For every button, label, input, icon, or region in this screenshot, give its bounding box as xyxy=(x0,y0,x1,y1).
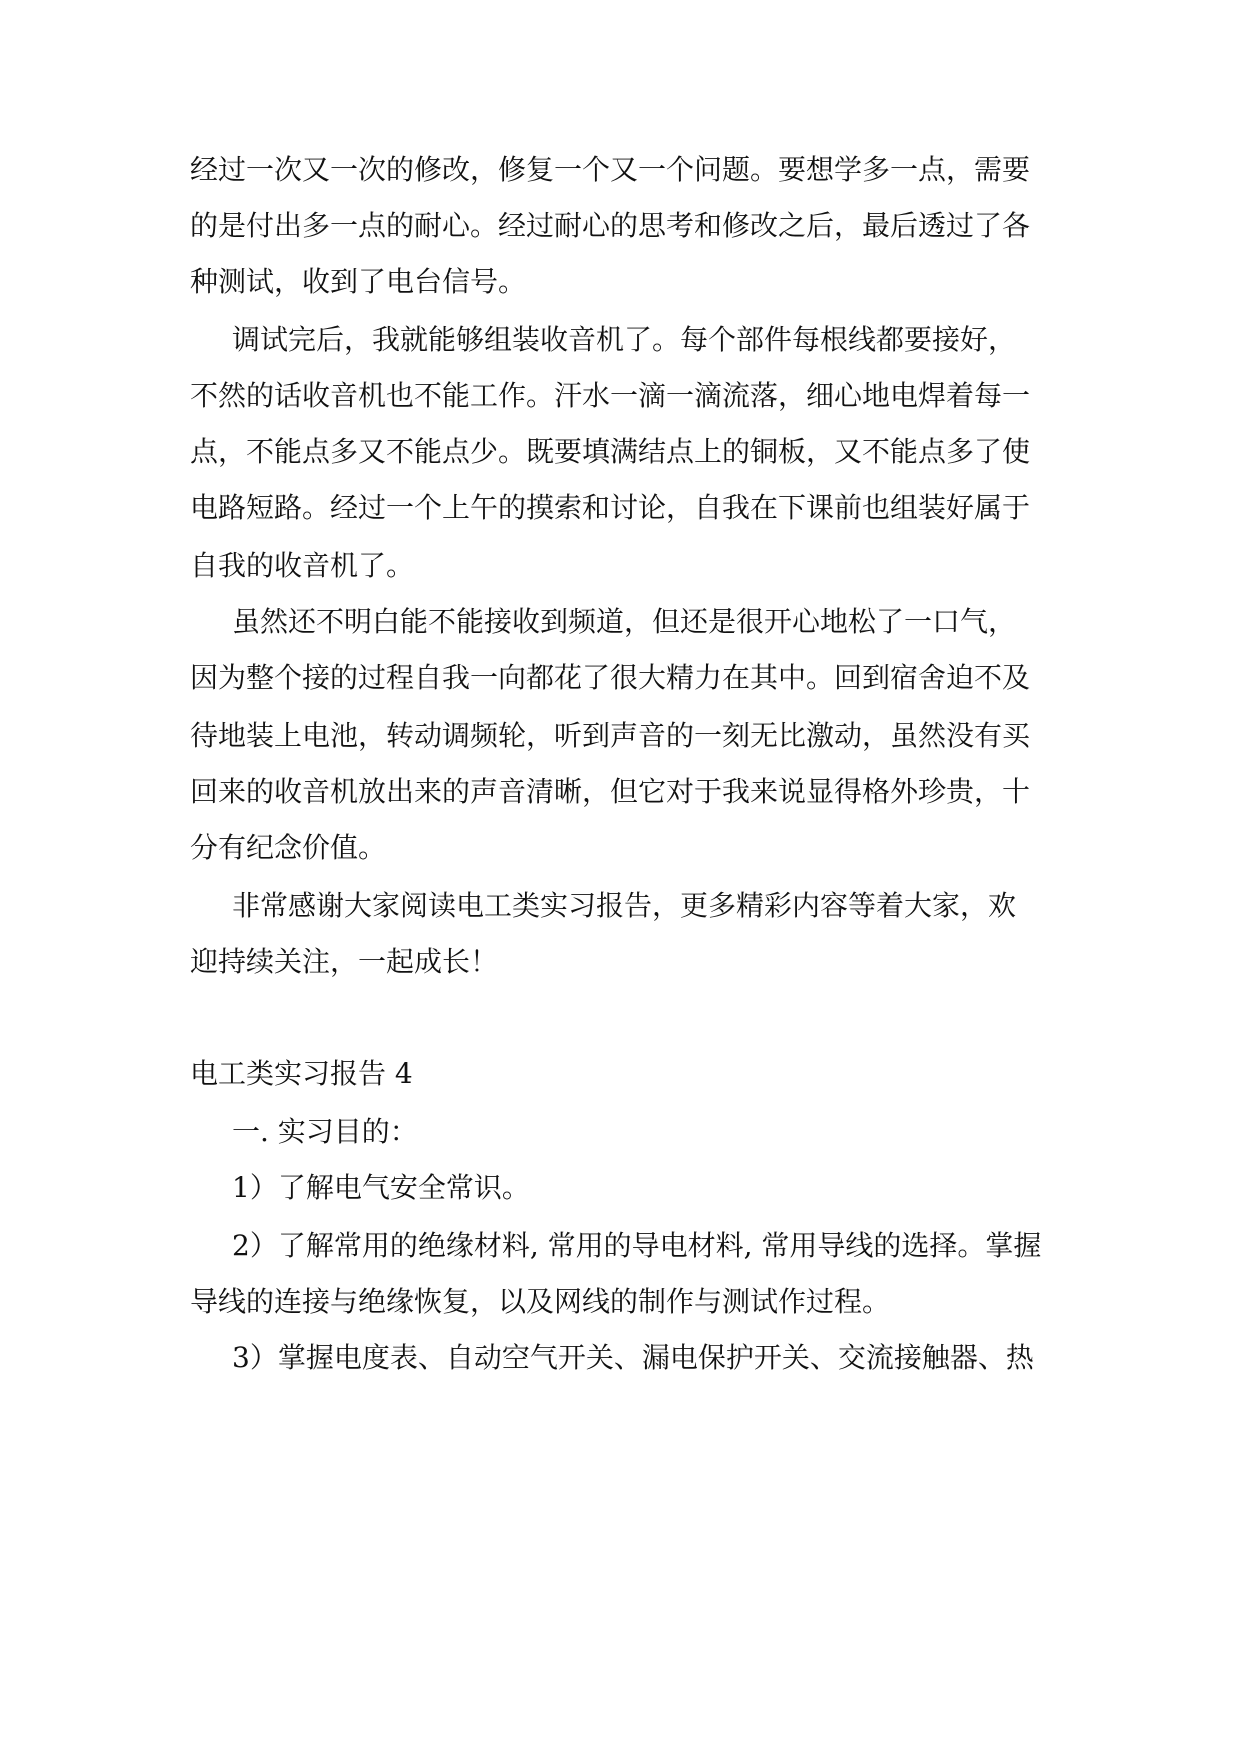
body-line: 待地装上电池，转动调频轮，听到声音的一刻无比激动，虽然没有买 xyxy=(190,719,1031,752)
body-line: 非常感谢大家阅读电工类实习报告，更多精彩内容等着大家，欢 xyxy=(232,889,1017,922)
body-line: 点，不能点多又不能点少。既要填满结点上的铜板，又不能点多了使 xyxy=(190,435,1031,468)
body-line: 调试完后，我就能够组装收音机了。每个部件每根线都要接好， xyxy=(232,323,1017,356)
body-line: 回来的收音机放出来的声音清晰，但它对于我来说显得格外珍贵，十 xyxy=(190,775,1031,808)
body-line: 自我的收音机了。 xyxy=(190,549,415,582)
section-heading: 电工类实习报告 4 xyxy=(190,1057,413,1090)
list-item: 1）了解电气安全常识。 xyxy=(232,1171,530,1204)
list-heading: 一. 实习目的： xyxy=(232,1115,418,1148)
body-line: 种测试，收到了电台信号。 xyxy=(190,265,527,298)
body-line: 经过一次又一次的修改，修复一个又一个问题。要想学多一点，需要 xyxy=(190,153,1031,186)
body-line: 导线的连接与绝缘恢复，以及网线的制作与测试作过程。 xyxy=(190,1285,891,1318)
list-item: 2）了解常用的绝缘材料, 常用的导电材料, 常用导线的选择。掌握 xyxy=(232,1229,1042,1262)
body-line: 迎持续关注，一起成长！ xyxy=(190,945,499,978)
body-line: 虽然还不明白能不能接收到频道，但还是很开心地松了一口气， xyxy=(232,605,1017,638)
body-line: 不然的话收音机也不能工作。汗水一滴一滴流落，细心地电焊着每一 xyxy=(190,379,1031,412)
body-line: 的是付出多一点的耐心。经过耐心的思考和修改之后，最后透过了各 xyxy=(190,209,1031,242)
list-item: 3）掌握电度表、自动空气开关、漏电保护开关、交流接触器、热 xyxy=(232,1341,1034,1374)
body-line: 分有纪念价值。 xyxy=(190,831,387,864)
body-line: 因为整个接的过程自我一向都花了很大精力在其中。回到宿舍迫不及 xyxy=(190,661,1031,694)
body-line: 电路短路。经过一个上午的摸索和讨论，自我在下课前也组装好属于 xyxy=(190,491,1031,524)
